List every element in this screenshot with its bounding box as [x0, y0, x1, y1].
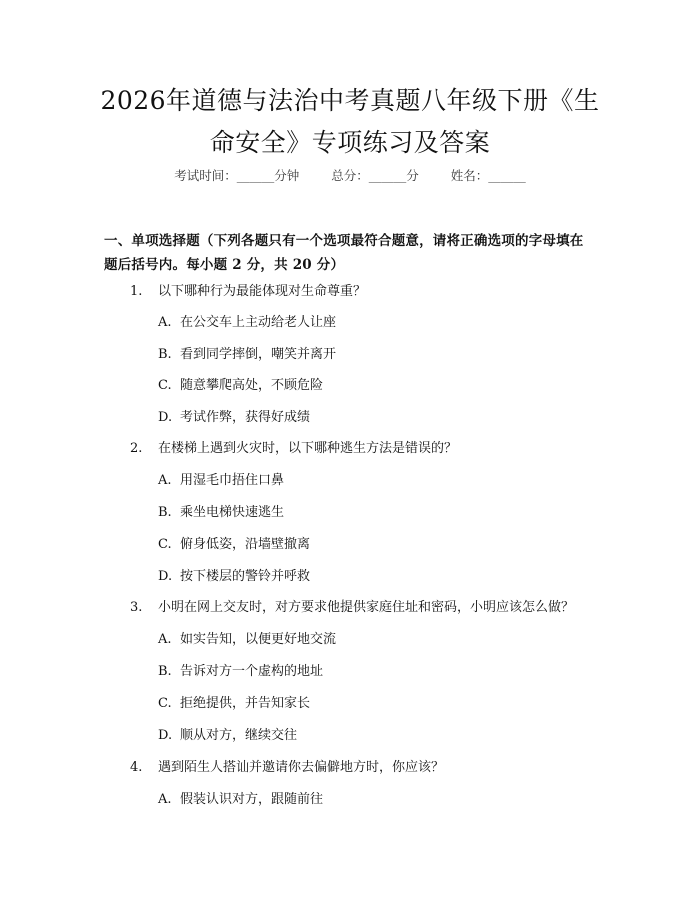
option-3d [158, 726, 297, 746]
question-number: 4. [130, 760, 143, 775]
question-text: 在楼梯上遇到火灾时，以下哪种逃生方法是错误的？ [158, 441, 458, 456]
section-heading [104, 229, 604, 277]
question-text: 小明在网上交友时，对方要求他提供家庭住址和密码，小明应该怎么做？ [158, 600, 575, 615]
option-1c [158, 376, 323, 396]
option-letter: A. [158, 315, 172, 330]
exam-meta-line [0, 166, 700, 184]
section-heading-line-2: 题后括号内。每小题 2 分，共 20 分） [104, 257, 345, 273]
option-letter: B. [158, 505, 172, 520]
option-3c [158, 694, 310, 714]
title-line-1: 2026年道德与法治中考真题八年级下册《生 [100, 86, 600, 115]
option-letter: D. [158, 728, 173, 743]
option-text: 俯身低姿，沿墙壁撤离 [180, 537, 311, 552]
option-text: 拒绝提供，并告知家长 [180, 696, 311, 711]
option-text: 假装认识对方，跟随前往 [180, 792, 324, 807]
option-2d [158, 567, 310, 587]
question-number: 3. [130, 600, 143, 615]
total-score-field: 总分：______分 [331, 168, 419, 183]
option-2c [158, 535, 310, 555]
option-4a [158, 790, 323, 810]
option-letter: B. [158, 347, 172, 362]
option-letter: A. [158, 473, 172, 488]
option-2a [158, 471, 284, 491]
option-text: 随意攀爬高处，不顾危险 [180, 378, 324, 393]
option-3b [158, 662, 323, 682]
option-text: 告诉对方一个虚构的地址 [180, 664, 324, 679]
option-text: 在公交车上主动给老人让座 [180, 315, 337, 330]
option-text: 用湿毛巾捂住口鼻 [180, 473, 285, 488]
question-4 [130, 758, 444, 778]
option-text: 乘坐电梯快速逃生 [180, 505, 285, 520]
name-field: 姓名：______ [450, 168, 526, 183]
option-letter: D. [158, 569, 173, 584]
option-text: 看到同学摔倒，嘲笑并离开 [180, 347, 337, 362]
document-title [70, 80, 630, 164]
option-1b [158, 345, 336, 365]
question-3 [130, 598, 574, 618]
section-heading-line-1: 一、单项选择题（下列各题只有一个选项最符合题意，请将正确选项的字母填在 [104, 233, 584, 249]
option-letter: B. [158, 664, 172, 679]
question-2 [130, 439, 457, 459]
title-line-2: 命安全》专项练习及答案 [209, 128, 491, 157]
option-letter: A. [158, 632, 172, 647]
option-letter: C. [158, 696, 172, 711]
option-letter: D. [158, 410, 173, 425]
option-text: 如实告知，以便更好地交流 [180, 632, 337, 647]
question-1 [130, 282, 366, 302]
question-number: 1. [130, 284, 143, 299]
option-text: 考试作弊，获得好成绩 [180, 410, 311, 425]
option-3a [158, 630, 336, 650]
question-number: 2. [130, 441, 143, 456]
option-text: 按下楼层的警铃并呼救 [180, 569, 311, 584]
question-text: 遇到陌生人搭讪并邀请你去偏僻地方时，你应该？ [158, 760, 445, 775]
option-letter: C. [158, 378, 172, 393]
option-text: 顺从对方，继续交往 [180, 728, 298, 743]
exam-time-field: 考试时间：______分钟 [174, 168, 300, 183]
option-1d [158, 408, 310, 428]
question-text: 以下哪种行为最能体现对生命尊重？ [158, 284, 367, 299]
option-1a [158, 313, 336, 333]
option-letter: A. [158, 792, 172, 807]
option-2b [158, 503, 284, 523]
option-letter: C. [158, 537, 172, 552]
